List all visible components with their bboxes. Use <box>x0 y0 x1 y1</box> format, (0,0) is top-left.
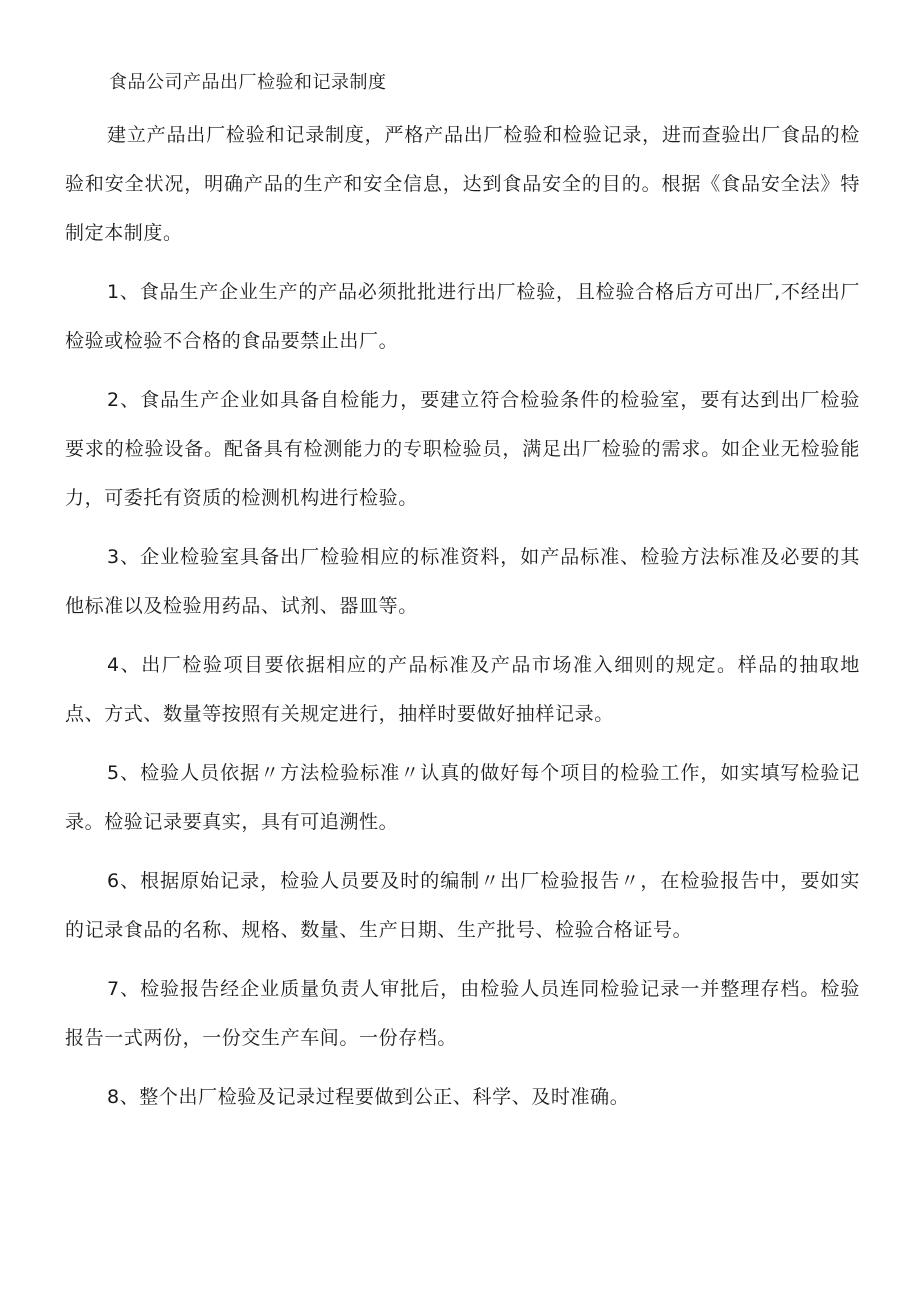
rule-item-5: 5、检验人员依据〃方法检验标准〃认真的做好每个项目的检验工作，如实填写检验记录。检验记录要真实，具有可追溯性。 <box>65 762 860 833</box>
rule-item-7: 7、检验报告经企业质量负责人审批后，由检验人员连同检验记录一并整理存档。检验报告一式两份，一份交生产车间。一份存档。 <box>65 978 860 1049</box>
rule-item-4: 4、出厂检验项目要依据相应的产品标准及产品市场准入细则的规定。样品的抽取地点、方式、数量等按照有关规定进行，抽样时要做好抽样记录。 <box>65 654 860 725</box>
rule-item-1: 1、食品生产企业生产的产品必须批批进行出厂检验，且检验合格后方可出厂,不经出厂检验或检验不合格的食品要禁止出厂。 <box>65 281 860 352</box>
rule-item-2: 2、食品生产企业如具备自检能力，要建立符合检验条件的检验室，要有达到出厂检验要求的检验设备。配备具有检测能力的专职检验员，满足出厂检验的需求。如企业无检验能力，可委托有资质的检测机构进行检验。 <box>65 389 860 509</box>
rule-item-8: 8、整个出厂检验及记录过程要做到公正、科学、及时准确。 <box>107 1086 630 1108</box>
document-title: 食品公司产品出厂检验和记录制度 <box>109 72 387 93</box>
rule-item-6: 6、根据原始记录，检验人员要及时的编制〃出厂检验报告〃，在检验报告中，要如实的记录食品的名称、规格、数量、生产日期、生产批号、检验合格证号。 <box>65 870 860 941</box>
intro-paragraph: 建立产品出厂检验和记录制度，严格产品出厂检验和检验记录，进而查验出厂食品的检验和安全状况，明确产品的生产和安全信息，达到食品安全的目的。根据《食品安全法》特制定本制度。 <box>65 124 860 244</box>
rule-item-3: 3、企业检验室具备出厂检验相应的标准资料，如产品标准、检验方法标准及必要的其他标准以及检验用药品、试剂、器皿等。 <box>65 546 860 617</box>
document-page <box>65 64 860 1132</box>
